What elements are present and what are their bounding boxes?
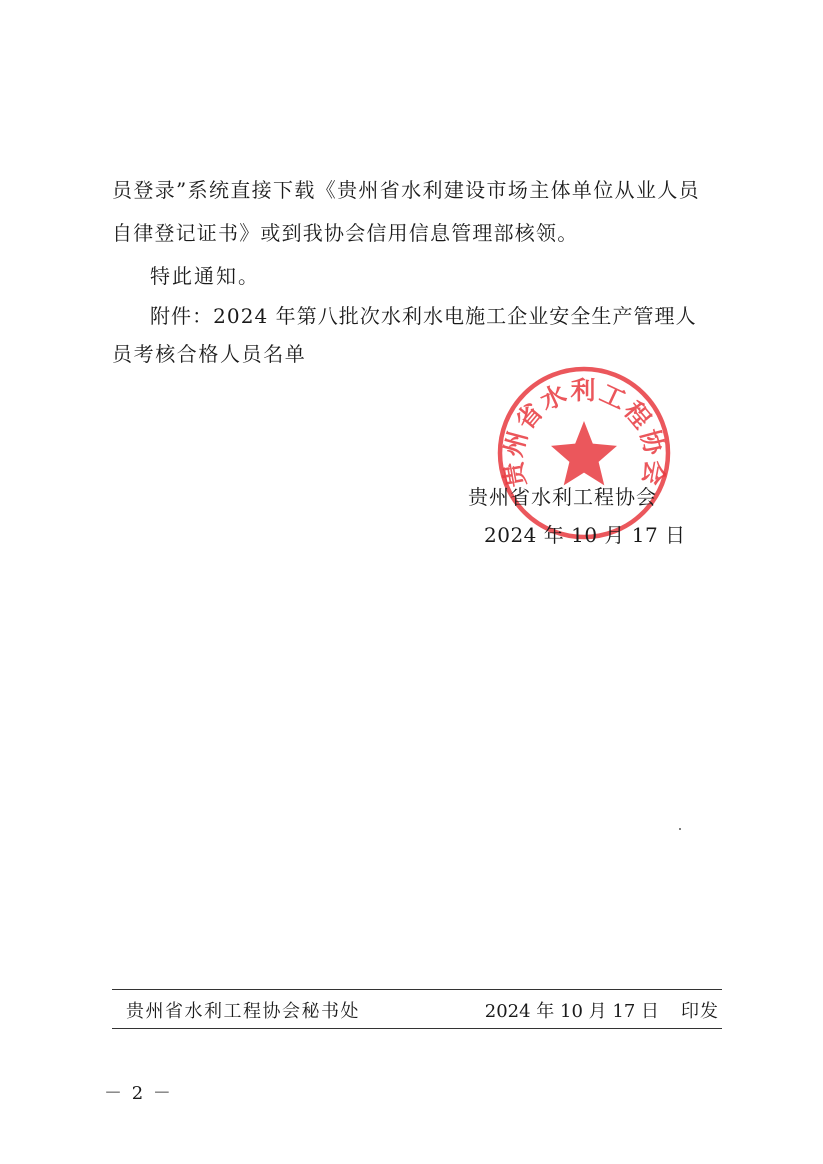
body-line-1: 员登录”系统直接下载《贵州省水利建设市场主体单位从业人员 <box>112 178 701 202</box>
signature-date: 2024 年 10 月 17 日 <box>484 523 686 547</box>
seal-text: 贵州省水利工程协会 <box>497 376 671 490</box>
footer-rule-bottom <box>112 1028 722 1029</box>
body-line-2: 自律登记证书》或到我协会信用信息管理部核领。 <box>112 221 579 245</box>
footer-rule-top <box>112 989 722 990</box>
signature-organization: 贵州省水利工程协会 <box>468 485 657 509</box>
footer-issuer: 贵州省水利工程协会秘书处 <box>126 1001 360 1022</box>
closing-line: 特此通知。 <box>150 264 260 288</box>
footer-date: 2024 年 10 月 17 日 <box>484 1001 659 1022</box>
footer-issue-info <box>485 1000 719 1024</box>
attachment-line-continued: 员考核合格人员名单 <box>112 342 307 366</box>
footer-issue-label: 印发 <box>681 1001 719 1022</box>
page-number: － 2 － <box>104 1083 173 1104</box>
official-seal-icon <box>496 365 672 541</box>
scan-speck <box>679 828 681 830</box>
attachment-line: 附件：2024 年第八批次水利水电施工企业安全生产管理人 <box>150 304 697 328</box>
